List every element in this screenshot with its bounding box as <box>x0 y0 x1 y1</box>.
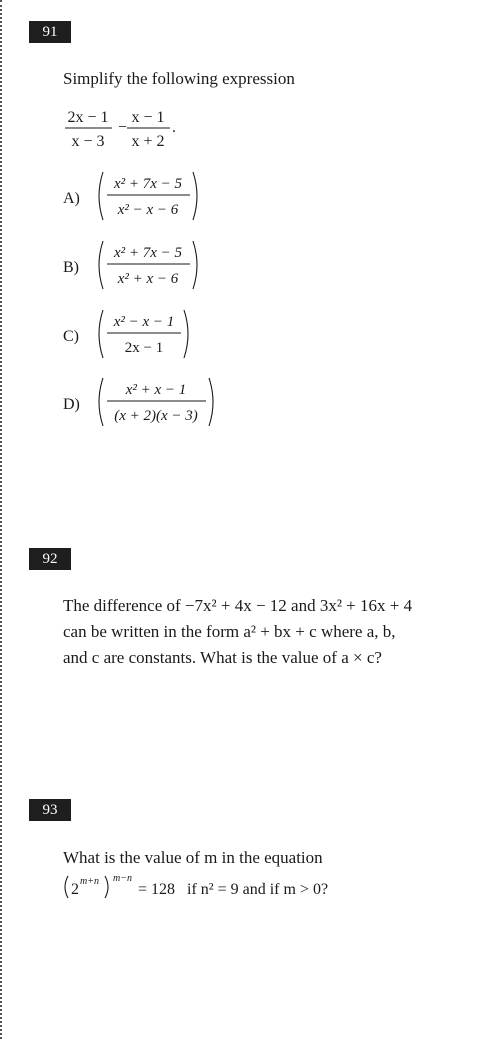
right-paren <box>105 876 108 898</box>
left-paren <box>65 876 68 898</box>
choice-denominator: 2x − 1 <box>124 340 164 356</box>
choice-b[interactable] <box>63 241 197 289</box>
choice-label: A) <box>63 190 80 207</box>
expression-91 <box>65 109 176 150</box>
equation-condition: if n² = 9 and if m > 0? <box>187 881 329 898</box>
choice-numerator: x² + x − 1 <box>125 382 187 398</box>
right-paren <box>184 310 188 358</box>
left-paren <box>99 241 103 289</box>
inner-exponent: m+n <box>80 876 99 887</box>
right-paren <box>193 241 197 289</box>
left-paren <box>99 310 103 358</box>
equation-rhs: = 128 <box>138 881 176 898</box>
equation-base: 2 <box>71 881 79 898</box>
choice-label: D) <box>63 396 80 413</box>
minus-sign: − <box>118 119 128 136</box>
right-paren <box>209 378 213 426</box>
choice-numerator: x² − x − 1 <box>113 314 175 330</box>
choice-denominator: (x + 2)(x − 3) <box>114 408 198 424</box>
choice-denominator: x² − x − 6 <box>117 202 179 218</box>
choice-numerator: x² + 7x − 5 <box>113 245 183 261</box>
left-paren <box>99 378 103 426</box>
fraction-numerator: x − 1 <box>131 109 165 126</box>
question-text-line: and c are constants. What is the value of a × c? <box>63 648 382 667</box>
question-prompt: Simplify the following expression <box>63 69 295 88</box>
question-text-line: The difference of −7x² + 4x − 12 and 3x² + 16x + 4 <box>63 596 413 615</box>
question-number-badge: 93 <box>29 799 71 821</box>
question-text-line: can be written in the form a² + bx + c where a, b, <box>63 622 396 641</box>
fraction-denominator: x + 2 <box>131 133 165 150</box>
choice-label: B) <box>63 259 79 276</box>
equation-93 <box>65 873 328 898</box>
choice-numerator: x² + 7x − 5 <box>113 176 183 192</box>
outer-exponent: m−n <box>113 873 132 884</box>
right-paren <box>193 172 197 220</box>
fraction-numerator: 2x − 1 <box>67 109 109 126</box>
choice-c[interactable] <box>63 310 188 358</box>
choice-a[interactable] <box>63 172 197 220</box>
choice-label: C) <box>63 328 79 345</box>
choice-denominator: x² + x − 6 <box>117 271 179 287</box>
period: . <box>172 119 176 136</box>
question-number-badge: 92 <box>29 548 71 570</box>
question-number-badge: 91 <box>29 21 71 43</box>
fraction-denominator: x − 3 <box>71 133 105 150</box>
left-paren <box>99 172 103 220</box>
question-prompt: What is the value of m in the equation <box>63 848 323 867</box>
choice-d[interactable] <box>63 378 213 426</box>
